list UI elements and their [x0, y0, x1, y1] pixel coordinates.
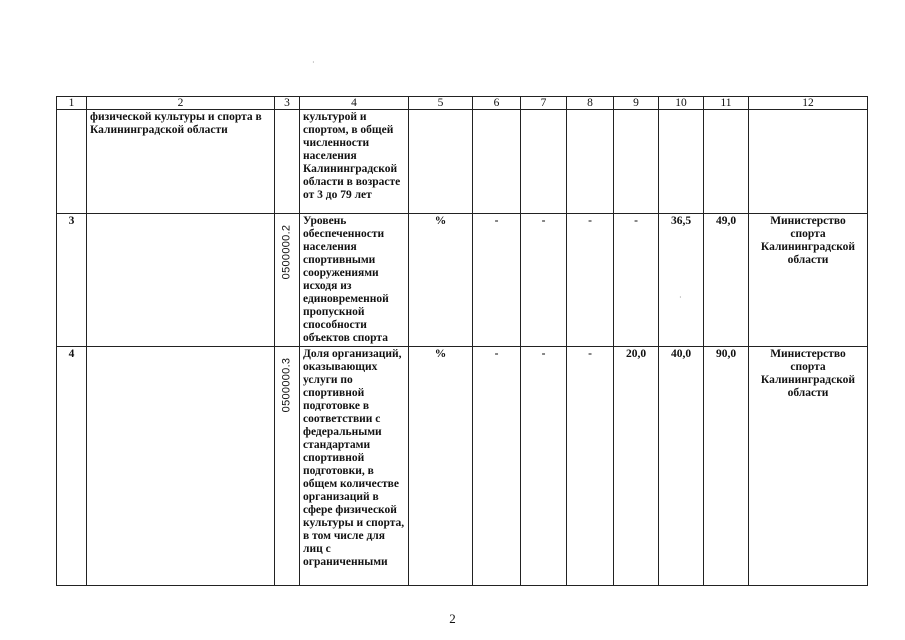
indicator-cell: Уровень обеспеченности населения спортивными сооружениями исходя из единовременной пропускной способности объектов спорта [300, 214, 409, 347]
row-number [57, 110, 87, 214]
row-number: 3 [57, 214, 87, 347]
indicator-code: 0500000.2 [280, 224, 293, 280]
value-cell: 40,0 [659, 347, 704, 586]
header-cell: 12 [749, 97, 868, 110]
value-cell [614, 110, 659, 214]
indicator-code: 0500000.3 [280, 357, 293, 413]
value-cell [704, 110, 749, 214]
indicators-table [56, 96, 868, 586]
value-cell: - [473, 347, 521, 586]
code-cell [275, 214, 300, 347]
responsible-org-cell [749, 110, 868, 214]
header-cell: 6 [473, 97, 521, 110]
header-cell: 8 [567, 97, 614, 110]
page-number: 2 [449, 611, 456, 626]
value-cell: - [521, 214, 567, 347]
value-cell: - [521, 347, 567, 586]
program-name-cell [87, 347, 275, 586]
value-cell: 20,0 [614, 347, 659, 586]
value-cell [659, 110, 704, 214]
header-cell: 9 [614, 97, 659, 110]
unit-cell [409, 110, 473, 214]
unit-cell: % [409, 214, 473, 347]
responsible-org-cell: Министерство спорта Калининградской области [749, 214, 868, 347]
unit-cell: % [409, 347, 473, 586]
value-cell: 49,0 [704, 214, 749, 347]
value-cell [567, 110, 614, 214]
indicator-cell: Доля организаций, оказывающих услуги по спортивной подготовке в соответствии с федеральными стандартами спортивной подготовки, в общем количестве организаций в сфере физической культуры и спорта, в том числе для лиц с ограниченными [300, 347, 409, 586]
program-name-cell [87, 214, 275, 347]
scan-speck: · [679, 293, 682, 302]
row-number: 4 [57, 347, 87, 586]
header-cell: 10 [659, 97, 704, 110]
header-cell: 1 [57, 97, 87, 110]
value-cell: - [614, 214, 659, 347]
table-row [57, 347, 868, 586]
header-cell: 5 [409, 97, 473, 110]
value-cell: - [567, 347, 614, 586]
header-cell: 11 [704, 97, 749, 110]
value-cell: 90,0 [704, 347, 749, 586]
value-cell: 36,5 [659, 214, 704, 347]
header-cell: 4 [300, 97, 409, 110]
header-cell: 2 [87, 97, 275, 110]
header-row [57, 97, 868, 110]
value-cell [473, 110, 521, 214]
value-cell: - [473, 214, 521, 347]
header-cell: 3 [275, 97, 300, 110]
header-cell: 7 [521, 97, 567, 110]
value-cell [521, 110, 567, 214]
code-cell [275, 347, 300, 586]
table-row [57, 214, 868, 347]
indicator-cell: культурой и спортом, в общей численности населения Калининградской области в возрасте от 3 до 79 лет [300, 110, 409, 214]
responsible-org-cell: Министерство спорта Калининградской области [749, 347, 868, 586]
value-cell: - [567, 214, 614, 347]
program-name-cell: физической культуры и спорта в Калининградской области [87, 110, 275, 214]
code-cell [275, 110, 300, 214]
table-row [57, 110, 868, 214]
scan-speck: · [312, 58, 315, 67]
